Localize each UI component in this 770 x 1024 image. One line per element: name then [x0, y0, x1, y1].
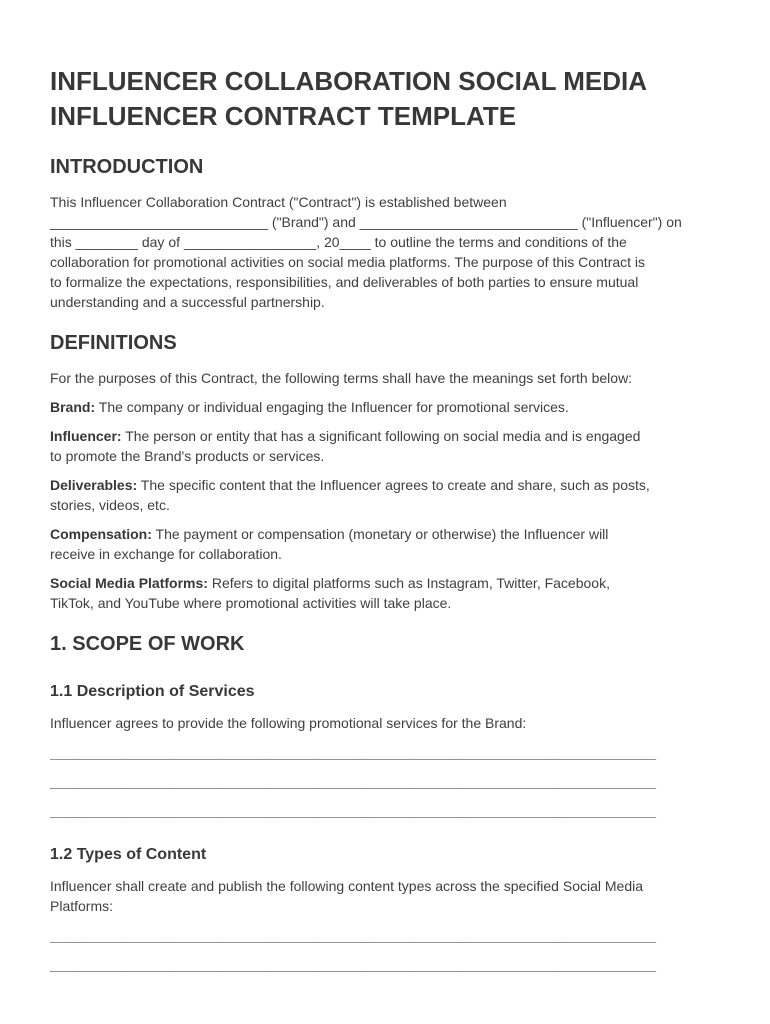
section-heading-scope-of-work: 1. SCOPE OF WORK — [50, 633, 245, 655]
blank-fill-line: __________________________________________________________________________________ — [50, 773, 656, 789]
introduction-line: collaboration for promotional activities on social media platforms. The purpose of this Contract is — [50, 254, 646, 270]
introduction-line-fill-in: this ________ day of _________________, 20____ to outline the terms and conditions of the — [50, 234, 627, 250]
definition-text: The company or individual engaging the Influencer for promotional services. — [95, 399, 569, 415]
definition-text: The person or entity that has a significant following on social media and is engaged — [121, 428, 641, 444]
definition-text: to promote the Brand's products or services. — [50, 448, 325, 464]
definition-term: Social Media Platforms: — [50, 575, 208, 591]
definitions-lead: For the purposes of this Contract, the following terms shall have the meanings set forth below: — [50, 370, 633, 386]
definition-text: TikTok, and YouTube where promotional activities will take place. — [50, 595, 452, 611]
definition-text: receive in exchange for collaboration. — [50, 546, 282, 562]
definition-term: Brand: — [50, 399, 96, 415]
subsection-heading-1-1: 1.1 Description of Services — [50, 683, 255, 700]
definition-text: Refers to digital platforms such as Instagram, Twitter, Facebook, — [207, 575, 610, 591]
blank-fill-line: __________________________________________________________________________________ — [50, 802, 656, 818]
introduction-line-fill-in: ____________________________ ("Brand") and ____________________________ ("Influencer") on — [50, 214, 682, 230]
definition-term: Deliverables: — [50, 477, 138, 493]
introduction-line: This Influencer Collaboration Contract ("Contract") is established between — [50, 194, 507, 210]
definition-item-compensation — [50, 524, 720, 564]
definition-text: The payment or compensation (monetary or otherwise) the Influencer will — [151, 526, 609, 542]
subsection-heading-1-2: 1.2 Types of Content — [50, 846, 207, 863]
introduction-line: understanding and a successful partnership. — [50, 294, 325, 310]
introduction-line: to formalize the expectations, responsibilities, and deliverables of both parties to ensure mutual — [50, 274, 639, 290]
page-title: INFLUENCER COLLABORATION SOCIAL MEDIA INFLUENCER CONTRACT TEMPLATE — [50, 66, 647, 131]
definition-text: The specific content that the Influencer agrees to create and share, such as posts, — [137, 477, 650, 493]
definition-term: Influencer: — [50, 428, 122, 444]
blank-fill-line: __________________________________________________________________________________ — [50, 956, 656, 972]
definition-text: stories, videos, etc. — [50, 497, 170, 513]
section-heading-introduction: INTRODUCTION — [50, 156, 204, 178]
section-1-2-body: Influencer shall create and publish the following content types across the specified Social Media Platforms: — [50, 878, 644, 914]
introduction-paragraph — [50, 192, 720, 312]
section-1-1-body: Influencer agrees to provide the following promotional services for the Brand: — [50, 715, 527, 731]
definition-item-deliverables — [50, 475, 720, 515]
blank-fill-line: __________________________________________________________________________________ — [50, 927, 656, 943]
definition-item-influencer — [50, 426, 720, 466]
definition-term: Compensation: — [50, 526, 152, 542]
blank-fill-line: __________________________________________________________________________________ — [50, 744, 656, 760]
definition-item-brand — [50, 397, 720, 417]
section-heading-definitions: DEFINITIONS — [50, 332, 177, 354]
definition-item-social-media-platforms — [50, 573, 720, 613]
